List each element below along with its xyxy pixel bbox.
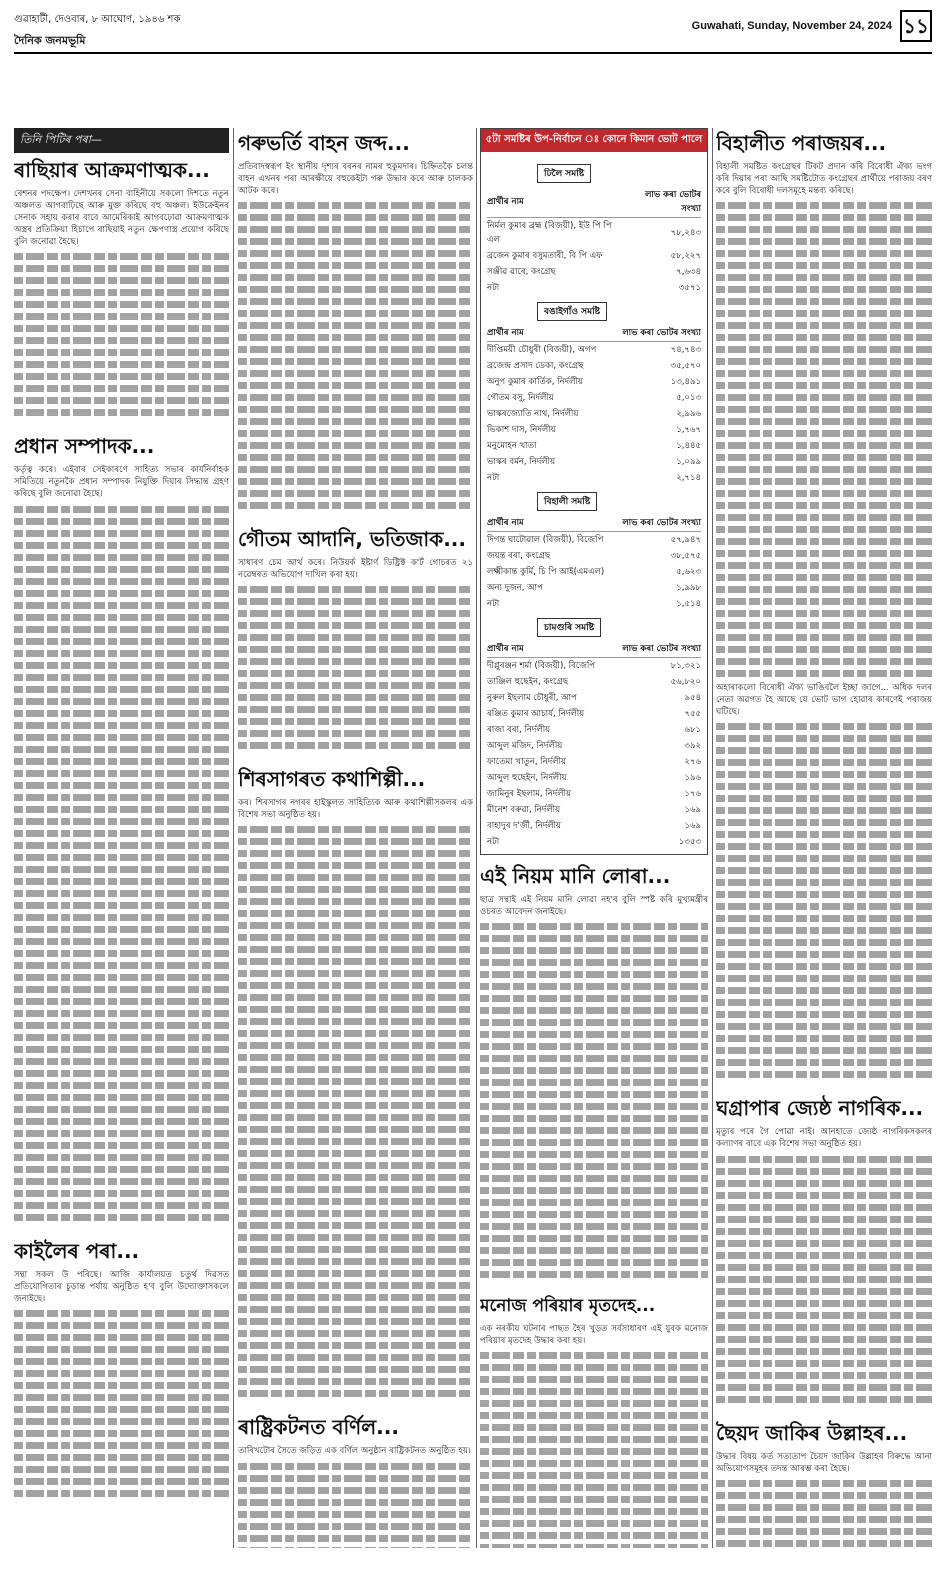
article-body: প্ৰতিবাদস্বৰূপ ইং স্থানীয় দৃশ্যৰ বৰনৰ নামৰ হুকুমদাৰ। চিহ্নিতকৈ চলন্ত বাহন এখনৰ পৰা আৰক্ষীয়ে বহুকেইটা গৰু উদ্ধাৰ কৰে আৰু চালকক আটক কৰে। <box>238 162 473 197</box>
results-table <box>487 325 701 486</box>
column-header: লাভ কৰা ভোটৰ সংখ্যা <box>611 325 701 342</box>
article-text-block <box>480 1352 708 1548</box>
article-text-block <box>716 723 932 1078</box>
headline-behali-defeat: বিহালীত পৰাজয়ৰ... <box>716 131 887 155</box>
table-row: অন্য দুজন, আপ ১,৯৯৮ <box>487 583 701 593</box>
page-header <box>14 10 932 50</box>
table-row: নটা ৩৫৭১ <box>487 283 701 293</box>
table-row: বাহাদুৰ দ'ৰ্জী, নিৰ্দলীয় ১৬৯ <box>487 821 701 831</box>
article-body: মৃত্যুৰ পৰে গৈ পোৱা নাই। আনহাতে জ্যেষ্ঠ নাগৰিকসকলৰ কল্যাণৰ বাবে এক বিশেষ সভা অনুষ্ঠিত হয়। <box>716 1127 932 1150</box>
results-box-title: ৫টা সমষ্টিৰ উপ-নিৰ্বাচন ঃ কোনে কিমান ভোট পালে <box>481 129 707 152</box>
column-3 <box>480 128 708 1548</box>
table-row: অনুপ কুমাৰ কাৰ্তিক, নিৰ্দলীয় ১৩,৪৯১ <box>487 377 701 387</box>
section-tag: তিনি পিটিৰ পৰা— <box>14 128 229 153</box>
article-body: বিহালী সমষ্টিত কংগ্ৰেছৰ টিকট প্ৰদান কৰি বিৰোধী ঐক্য ভংগ কৰি দিয়াৰ পৰা আছি সমষ্টিটোত কংগ্ৰেছৰ প্ৰাৰ্থীয়ে পৰাজয় বৰণ কৰে বুলি বিৰোধী দলসমূহে মন্তব্য কৰিছে। <box>716 162 932 197</box>
table-row: নুৰুল ইছলাম চৌধুৰী, আপ ৯৫৪ <box>487 693 701 703</box>
article-text-block <box>238 826 473 1397</box>
table-row: ৰঞ্জিত কুমাৰ আচাৰ্য, নিৰ্দলীয় ৭৫৫ <box>487 709 701 719</box>
article-body: অহাৰাকলো বিৰোধী ঐক্য ভাঙিবলৈ ইচ্ছা জাগে... অধিক দলৰ নেতা অৱগত হৈ আছে যে ভোট ভাগ হোৱাৰ কাৰণেই পৰাজয় ঘটিছে। <box>716 683 932 718</box>
table-row: গৌতম বসু, নিৰ্দলীয় ৫,০১৩ <box>487 393 701 403</box>
table-row: নটা ১,৫১৪ <box>487 599 701 609</box>
headline-from-tomorrow: কাইলৈৰ পৰা... <box>14 1238 140 1263</box>
table-row: ফাতেমা খাতুন, নিৰ্দলীয় ২৭৬ <box>487 757 701 767</box>
article-body: কৰ। শিৰসাগৰ নগৰৰ হাইস্কুলত সাহিত্যিক আৰু কথাশিল্পীসকলৰ এক বিশেষ সভা অনুষ্ঠিত হয়। <box>238 798 473 821</box>
constituency-label: বঙাইগাঁও সমষ্টি <box>537 302 607 321</box>
table-row: মীনেশ বৰুৱা, নিৰ্দলীয় ১৬৯ <box>487 805 701 815</box>
headline-senior-citizen: ঘগ্ৰাপাৰ জ্যেষ্ঠ নাগৰিক... <box>716 1096 924 1121</box>
headline-colourful-event: ৰাষ্ট্ৰিকটনত বৰ্ণিল... <box>238 1415 399 1440</box>
table-row: ৰাজা বৰা, নিৰ্দলীয় ৬৮১ <box>487 725 701 735</box>
table-row: ভিকাশ দাস, নিৰ্দলীয় ১,৭৬৭ <box>487 425 701 435</box>
page-number: ১১ <box>900 10 932 42</box>
newspaper-name: দৈনিক জনমভূমি <box>14 34 86 47</box>
article-text-block <box>238 1463 473 1549</box>
table-row: দিগন্ত ঘাটোৱাল (বিজয়ী), বিজেপি ৫৭,৯৪৭ <box>487 535 701 545</box>
article-text-block <box>238 586 473 749</box>
table-row: নিৰ্মল কুমাৰ ব্ৰহ্ম (বিজয়ী), ইউ পি পি এল ৭৮,২৪৩ <box>487 221 701 245</box>
table-row: মনুমোহন খাতা ১,৪৪৫ <box>487 441 701 451</box>
article-body: তাৰিখটোৰ সৈতে জড়িত এক বৰ্ণিল অনুষ্ঠান ৰাষ্ট্ৰিকটনত অনুষ্ঠিত হয়। <box>238 1446 471 1457</box>
article-text-block <box>14 253 229 416</box>
table-row: সঞ্জীৱ ৱাৰে, কংগ্ৰেছ ৭,৬৩৪ <box>487 267 701 277</box>
article-text-block <box>716 1480 932 1548</box>
article-text-block <box>716 1156 932 1403</box>
table-row: ভাস্কৰ বৰ্মন, নিৰ্দলীয় ১,০৯৯ <box>487 457 701 467</box>
table-row: আব্দুল মজিদ, নিৰ্দলীয় ৩৯২ <box>487 741 701 751</box>
table-row: লক্ষ্মীকান্ত কুৰ্মি, চি পি আই(এমএল) ৫,৬২৩ <box>487 567 701 577</box>
column-1 <box>14 128 229 1548</box>
header-rule <box>14 52 932 54</box>
table-row: জামিনুৰ ইছলাম, নিৰ্দলীয় ১৭৬ <box>487 789 701 799</box>
table-row: নটা ২,৭১৪ <box>487 473 701 483</box>
article-body: ছাত্ৰ সন্থাই এই নিয়ম মানি লোৱা নহ'ব বুলি স্পষ্ট কৰি মুখ্যমন্ত্ৰীৰ ওচৰত আবেদন জনাইছে। <box>480 895 708 918</box>
article-body: এক নৰকীয় ঘটনাৰ পাছত হৈৰ খুড়ত সৰ্বসাধাৰণ এই যুবক মনোজ পৰিয়াৰ মৃতদেহ উদ্ধাৰ কৰা হয়। <box>480 1323 708 1346</box>
column-divider <box>233 128 234 1548</box>
table-row: তাঞ্জিল হুছেইন, কংগ্ৰেছ ৫৬,৮২০ <box>487 677 701 687</box>
article-text-block <box>480 923 708 1278</box>
table-row: জয়ন্ত বৰা, কংগ্ৰেছ ৩৮,৫৭৫ <box>487 551 701 561</box>
constituency-label: চামগুৰি সমষ্টি <box>537 618 601 637</box>
table-row: দীপ্লুৰঞ্জন শৰ্মা (বিজয়ী), বিজেপি ৮১,৩২১ <box>487 661 701 671</box>
headline-syed-zakir: ছৈয়দ জাকিৰ উল্লাহৰ... <box>716 1420 908 1445</box>
headline-manoj-body: মনোজ পৰিয়াৰ মৃতদেহ... <box>480 1296 656 1317</box>
headline-chief-editor: প্ৰধান সম্পাদক... <box>14 434 155 459</box>
headline-gautam-adani: গৌতম আদানি, ভতিজাক... <box>238 527 466 552</box>
column-header: প্ৰাৰ্থীৰ নাম <box>487 641 611 658</box>
column-header: লাভ কৰা ভোটৰ সংখ্যা <box>615 515 701 532</box>
column-header: লাভ কৰা ভোটৰ সংখ্যা <box>624 187 701 218</box>
column-divider <box>476 128 477 1548</box>
article-body: ৰেশনৰ পদক্ষেপ। দেশখনৰ সেনা বাহিনীয়ে সকলো দিশতে নতুন অঞ্চলত আগবাঢ়িছে আৰু মুক্ত কৰিছে বহু অঞ্চল। ইউক্ৰেইনৰ সেনাক সহায় কৰাৰ বাবে আমেৰিকাই আগবঢ়োৱা আক্ৰমণাত্মক অস্ত্ৰৰ প্ৰতিক্ৰিয়া হিচাপে ৰাছিয়াই নতুন ক্ষেপণাস্ত্ৰ প্ৰয়োগ কৰিছে বুলি জনোৱা হৈছে। <box>14 189 229 248</box>
column-header: প্ৰাৰ্থীৰ নাম <box>487 187 624 218</box>
results-table <box>487 641 701 850</box>
table-row: ভাস্কৰজ্যোতি নাথ, নিৰ্দলীয় ২,৯৯৬ <box>487 409 701 419</box>
article-body: সাধাৰণ চেম আৰ্থ কৰে। নিউয়ৰ্ক ইষ্টাৰ্ণ ডিষ্ট্ৰিক্ট ক'ৰ্ট গোচৰত ২১ নৱেম্বৰত অভিযোগ দাখিল কৰা হয়। <box>238 558 473 581</box>
headline-russia: ৰাছিয়াৰ আক্ৰমণাত্মক... <box>14 158 210 182</box>
article-body: সন্থা সকল উ পৰিছে। আজি কাৰ্যালয়ত চতুৰ্থ দিৱসত প্ৰতিযোগিতাৰ চূড়ান্ত পৰ্যায় অনুষ্ঠিত হ'ব বুলি উদ্যোক্তাসকলে জনাইছে। <box>14 1269 229 1304</box>
article-text-block <box>14 506 229 1221</box>
headline-cattle-vehicle: গৰুভৰ্তি বাহন জব্দ... <box>238 131 410 155</box>
table-row: নটা ১৩৫৩ <box>487 837 701 847</box>
article-text-block <box>14 1310 229 1497</box>
results-table <box>487 187 701 296</box>
column-header: প্ৰাৰ্থীৰ নাম <box>487 515 615 532</box>
column-4 <box>716 128 932 1548</box>
headline-sivasagar-writer: শিৰসাগৰত কথাশিল্পী... <box>238 767 426 792</box>
constituency-label: ঢিলৈ সমষ্টি <box>537 164 591 183</box>
article-text-block <box>238 202 473 509</box>
dateline-left: গুৱাহাটী, দেওবাৰ, ৮ আঘোণ, ১৯৪৬ শক <box>14 14 181 25</box>
column-header: প্ৰাৰ্থীৰ নাম <box>487 325 611 342</box>
table-row: ব্ৰজেন কুমাৰ বসুমতাৰী, বি পি এফ ৫৮,২২৭ <box>487 251 701 261</box>
table-row: আব্দুল হুছেইন, নিৰ্দলীয় ১৯৬ <box>487 773 701 783</box>
column-divider <box>712 128 713 1548</box>
article-body: কৰ্তৃত্ব কৰে। এইবাৰ সেইকাৰণে সাহিত্য সভাৰ কাৰ্যনিৰ্বাহক সমিতিয়ে নতুনকৈ প্ৰধান সম্পাদক নিযুক্তি দিয়াৰ সিদ্ধান্ত গ্ৰহণ কৰিছে বুলি জনোৱা হৈছে। <box>14 465 229 500</box>
constituency-label: বিহালী সমষ্টি <box>537 492 597 511</box>
election-results-box <box>480 128 708 855</box>
results-table <box>487 515 701 612</box>
column-header: লাভ কৰা ভোটৰ সংখ্যা <box>611 641 701 658</box>
headline-follow-rule: এই নিয়ম মানি লোৰা... <box>480 864 671 888</box>
article-body: উদ্ধাৰ বিষয় কৰ্ত সত্যতাপ চৈয়দ জাকিৰ উল্লাহৰ বিৰুদ্ধে আনা অভিযোগসমূহৰ তদন্ত আৰম্ভ কৰা হৈছে। <box>716 1451 932 1474</box>
article-text-block <box>716 202 932 677</box>
dateline-right: Guwahati, Sunday, November 24, 2024 <box>691 20 892 32</box>
table-row: দীপ্তিময়ী চৌধুৰী (বিজয়ী), অগপ ৭৪,৭৪৩ <box>487 345 701 355</box>
table-row: ব্ৰজেন্দ্ৰ প্ৰসাদ ডেকা, কংগ্ৰেছ ৩৫,৫৭০ <box>487 361 701 371</box>
column-2 <box>238 128 473 1548</box>
